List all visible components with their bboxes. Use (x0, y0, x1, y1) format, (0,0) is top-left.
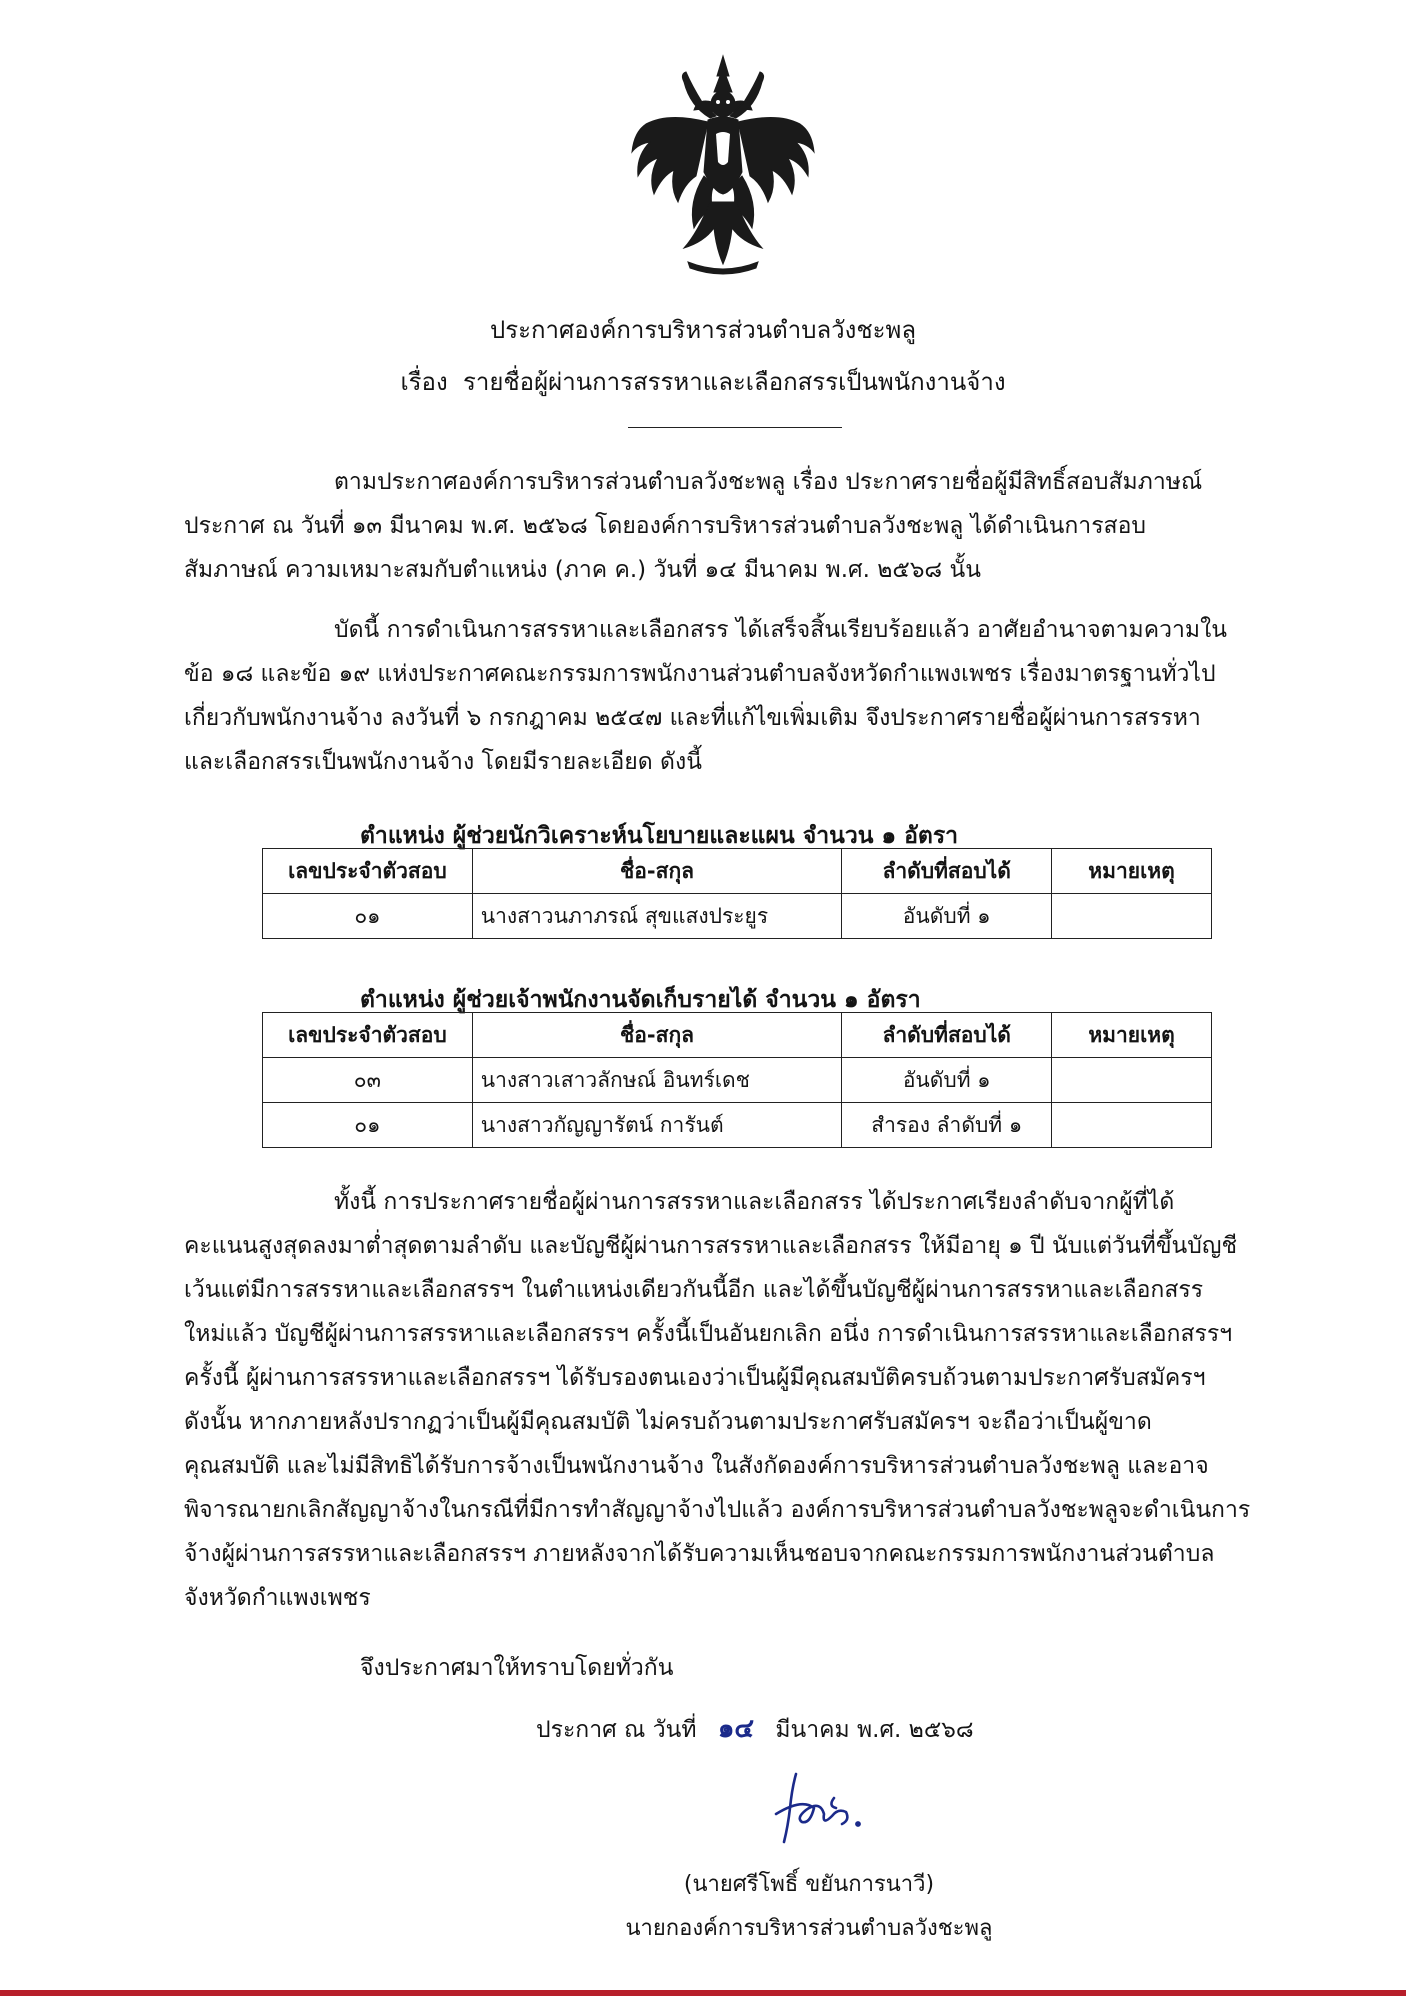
table-header-row (263, 849, 1212, 894)
announcement-date (536, 1708, 974, 1749)
paragraph-line: สัมภาษณ์ ความเหมาะสมกับตำแหน่ง (ภาค ค.) วันที่ ๑๔ มีนาคม พ.ศ. ๒๕๖๘ นั้น (184, 557, 981, 583)
signatory-name: (นายศรีโพธิ์ ขยันการนาวี) (683, 1872, 935, 1897)
paragraph-line: ข้อ ๑๘ และข้อ ๑๙ แห่งประกาศคณะกรรมการพนักงานส่วนตำบลจังหวัดกำแพงเพชร เรื่องมาตรฐานทั่วไป (184, 661, 1216, 687)
handwritten-signature-icon (762, 1768, 872, 1848)
paragraph-line: บัดนี้ การดำเนินการสรรหาและเลือกสรร ได้เสร็จสิ้นเรียบร้อยแล้ว อาศัยอำนาจตามความใน (334, 617, 1228, 643)
paragraph-line: ตามประกาศองค์การบริหารส่วนตำบลวังชะพลู เรื่อง ประกาศรายชื่อผู้มีสิทธิ์สอบสัมภาษณ์ (334, 469, 1203, 495)
paragraph-line: พิจารณายกเลิกสัญญาจ้างในกรณีที่มีการทำสัญญาจ้างไปแล้ว องค์การบริหารส่วนตำบลวังชะพลูจะดำเนินการ (184, 1497, 1251, 1523)
column-header-remark: หมายเหตุ (1052, 849, 1212, 894)
result-table (262, 848, 1212, 939)
column-header-name: ชื่อ-สกุล (472, 1013, 842, 1058)
remark-cell (1052, 1058, 1212, 1103)
column-header-exam-id: เลขประจำตัวสอบ (263, 849, 473, 894)
rank-cell: สำรอง ลำดับที่ ๑ (842, 1103, 1052, 1148)
paragraph-line: จ้างผู้ผ่านการสรรหาและเลือกสรรฯ ภายหลังจากได้รับความเห็นชอบจากคณะกรรมการพนักงานส่วนตำบล (184, 1541, 1215, 1567)
rank-cell: อันดับที่ ๑ (842, 1058, 1052, 1103)
column-header-exam-id: เลขประจำตัวสอบ (263, 1013, 473, 1058)
column-header-remark: หมายเหตุ (1052, 1013, 1212, 1058)
table-row (263, 1058, 1212, 1103)
paragraph-line: เกี่ยวกับพนักงานจ้าง ลงวันที่ ๖ กรกฎาคม ๒๕๔๗ และที่แก้ไขเพิ่มเติม จึงประกาศรายชื่อผู้ผ่านการสรรหา (184, 705, 1201, 731)
date-day: ๑๔ (717, 1714, 755, 1744)
signatory-title: นายกองค์การบริหารส่วนตำบลวังชะพลู (625, 1916, 993, 1941)
paragraph-line: ใหม่แล้ว บัญชีผู้ผ่านการสรรหาและเลือกสรรฯ ครั้งนี้เป็นอันยกเลิก อนึ่ง การดำเนินการสรรหาและเลือกสรรฯ (184, 1321, 1233, 1347)
column-header-rank: ลำดับที่สอบได้ (842, 1013, 1052, 1058)
position-heading: ตำแหน่ง ผู้ช่วยนักวิเคราะห์นโยบายและแผน จำนวน ๑ อัตรา (360, 823, 959, 849)
announcement-title: ประกาศองค์การบริหารส่วนตำบลวังชะพลู (489, 316, 917, 344)
subject-label: เรื่อง (400, 368, 448, 396)
announcement-subject (0, 362, 1406, 401)
position-heading: ตำแหน่ง ผู้ช่วยเจ้าพนักงานจัดเก็บรายได้ จำนวน ๑ อัตรา (360, 987, 921, 1013)
name-cell: นางสาวเสาวลักษณ์ อินทร์เดช (472, 1058, 842, 1103)
paragraph-line: คุณสมบัติ และไม่มีสิทธิได้รับการจ้างเป็นพนักงานจ้าง ในสังกัดองค์การบริหารส่วนตำบลวังชะพลู และอาจ (184, 1453, 1209, 1479)
column-header-rank: ลำดับที่สอบได้ (842, 849, 1052, 894)
intro-paragraph (184, 460, 1292, 592)
paragraph-line: ดังนั้น หากภายหลังปรากฏว่าเป็นผู้มีคุณสมบัติ ไม่ครบถ้วนตามประกาศรับสมัครฯ จะถือว่าเป็นผู้ขาด (184, 1409, 1152, 1435)
page-edge-strip (0, 1990, 1406, 1996)
name-cell: นางสาวนภาภรณ์ สุขแสงประยูร (472, 894, 842, 939)
date-prefix: ประกาศ ณ วันที่ (536, 1717, 697, 1743)
paragraph-line: ทั้งนี้ การประกาศรายชื่อผู้ผ่านการสรรหาและเลือกสรร ได้ประกาศเรียงลำดับจากผู้ที่ได้ (334, 1189, 1175, 1215)
exam-id-cell: ๐๑ (263, 1103, 473, 1148)
column-header-name: ชื่อ-สกุล (472, 849, 842, 894)
garuda-emblem-icon (628, 52, 818, 278)
remark-cell (1052, 894, 1212, 939)
exam-id-cell: ๐๓ (263, 1058, 473, 1103)
exam-id-cell: ๐๑ (263, 894, 473, 939)
name-cell: นางสาวกัญญารัตน์ การันต์ (472, 1103, 842, 1148)
table-row (263, 1103, 1212, 1148)
paragraph-line: จังหวัดกำแพงเพชร (184, 1585, 371, 1611)
rank-cell: อันดับที่ ๑ (842, 894, 1052, 939)
paragraph-line: เว้นแต่มีการสรรหาและเลือกสรรฯ ในตำแหน่งเดียวกันนี้อีก และได้ขึ้นบัญชีผู้ผ่านการสรรหาและเลือกสรร (184, 1277, 1204, 1303)
remark-cell (1052, 1103, 1212, 1148)
authority-paragraph (184, 608, 1292, 784)
conditions-paragraph (184, 1180, 1292, 1620)
paragraph-line: ประกาศ ณ วันที่ ๑๓ มีนาคม พ.ศ. ๒๕๖๘ โดยองค์การบริหารส่วนตำบลวังชะพลู ได้ดำเนินการสอบ (184, 513, 1147, 539)
paragraph-line: คะแนนสูงสุดลงมาต่ำสุดตามลำดับ และบัญชีผู้ผ่านการสรรหาและเลือกสรร ให้มีอายุ ๑ ปี นับแต่วันที่ขึ้นบัญชี (184, 1233, 1238, 1259)
paragraph-line: ครั้งนี้ ผู้ผ่านการสรรหาและเลือกสรรฯ ได้รับรองตนเองว่าเป็นผู้มีคุณสมบัติครบถ้วนตามประกาศรับสมัครฯ (184, 1365, 1206, 1391)
closing-announcement: จึงประกาศมาให้ทราบโดยทั่วกัน (360, 1655, 674, 1681)
date-rest: มีนาคม พ.ศ. ๒๕๖๘ (775, 1717, 974, 1743)
result-table (262, 1012, 1212, 1148)
table-header-row (263, 1013, 1212, 1058)
paragraph-line: และเลือกสรรเป็นพนักงานจ้าง โดยมีรายละเอียด ดังนี้ (184, 749, 702, 775)
title-divider (628, 427, 842, 428)
table-row (263, 894, 1212, 939)
subject-text: รายชื่อผู้ผ่านการสรรหาและเลือกสรรเป็นพนักงานจ้าง (462, 368, 1006, 396)
